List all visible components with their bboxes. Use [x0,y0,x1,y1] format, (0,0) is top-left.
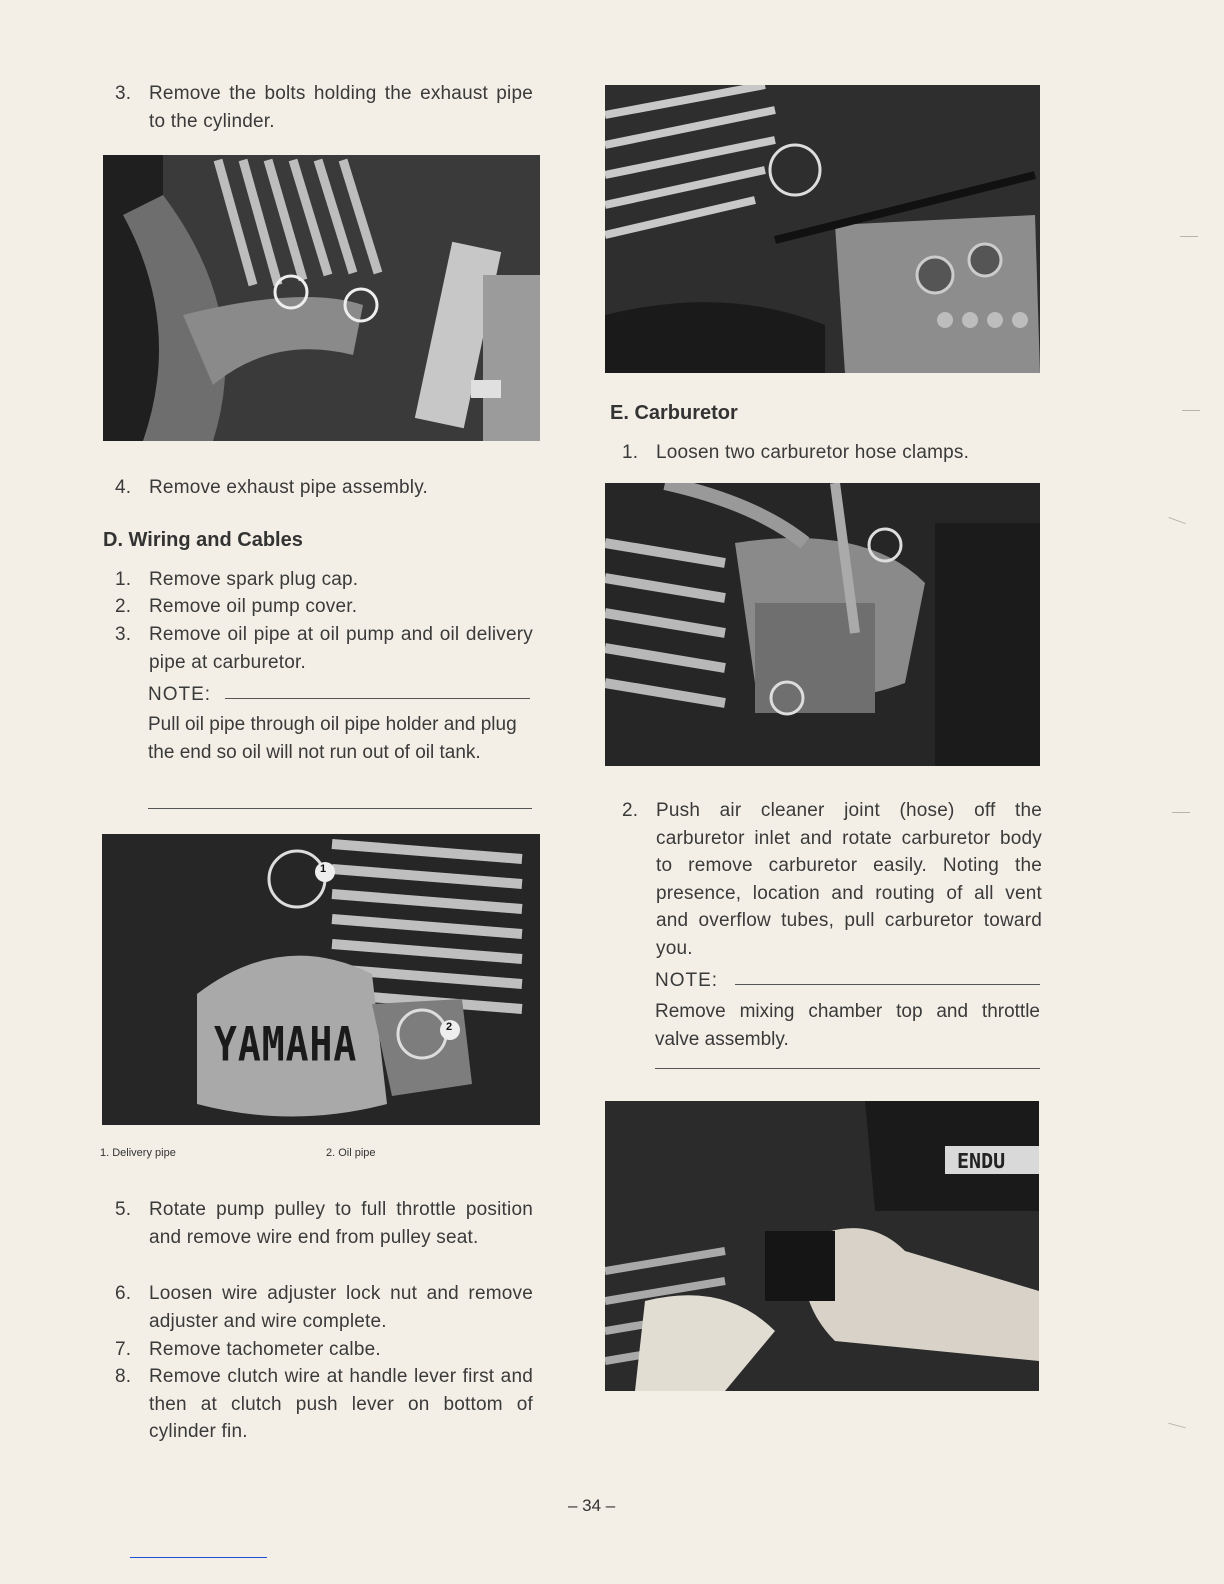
note-2-top-rule [735,984,1040,985]
e-step-1: 1. Loosen two carburetor hose clamps. [622,442,970,463]
bottom-accent-line [130,1557,267,1558]
step-6: 6. Loosen wire adjuster lock nut and remove adjuster and wire complete. [115,1283,533,1332]
caption-oil-pipe: 2. Oil pipe [326,1147,376,1159]
photo-oil-pipes [102,834,540,1125]
step-4-remove-exhaust: 4. Remove exhaust pipe assembly. [115,477,428,498]
note-1-label: NOTE: [148,684,212,705]
section-e-heading: E. Carburetor [610,402,738,424]
step-7: 7. Remove tachometer calbe. [115,1339,381,1360]
d-step-1: 1. Remove spark plug cap. [115,569,359,590]
edge-mark [1182,410,1200,411]
callout-1: 1 [320,863,327,875]
photo-exhaust-bolts [103,155,540,441]
callout-2: 2 [446,1021,453,1033]
step-5: 5. Rotate pump pulley to full throttle position and remove wire end from pulley seat. [115,1199,533,1248]
e-step-2: 2. Push air cleaner joint (hose) off the carburetor inlet and rotate carburetor body to remove carburetor easily. Noting the presence, location and routing of all vent and overflow tubes, pull carburetor toward you. [622,800,1042,959]
photo-cable-routing [605,85,1040,373]
photo-carburetor [605,483,1040,766]
edge-mark [1172,812,1190,813]
note-2-label: NOTE: [655,970,719,991]
note-2-text: Remove mixing chamber top and throttle valve assembly. [655,1001,1040,1050]
section-d-heading: D. Wiring and Cables [103,529,303,551]
edge-mark [1168,1423,1186,1429]
yamaha-brand-text: YAMAHA [214,1016,358,1072]
edge-mark [1180,236,1198,237]
edge-mark [1168,517,1185,524]
note-1-top-rule [225,698,530,699]
step-3-exhaust-bolts: 3. Remove the bolts holding the exhaust pipe to the cylinder. [115,83,533,132]
page-number: – 34 – [568,1496,616,1515]
note-2-bottom-rule [655,1068,1040,1069]
note-1-text: Pull oil pipe through oil pipe holder and plug the end so oil will not run out of oil tank. [148,714,517,763]
step-8: 8. Remove clutch wire at handle lever first and then at clutch push lever on bottom of cylinder fin. [115,1366,533,1442]
caption-delivery-pipe: 1. Delivery pipe [100,1147,176,1159]
enduro-badge-text: ENDU [957,1149,1006,1173]
note-1-bottom-rule [148,808,532,809]
d-step-2: 2. Remove oil pump cover. [115,596,358,617]
d-step-3: 3. Remove oil pipe at oil pump and oil delivery pipe at carburetor. [115,624,533,673]
photo-carburetor-removal [605,1101,1039,1391]
